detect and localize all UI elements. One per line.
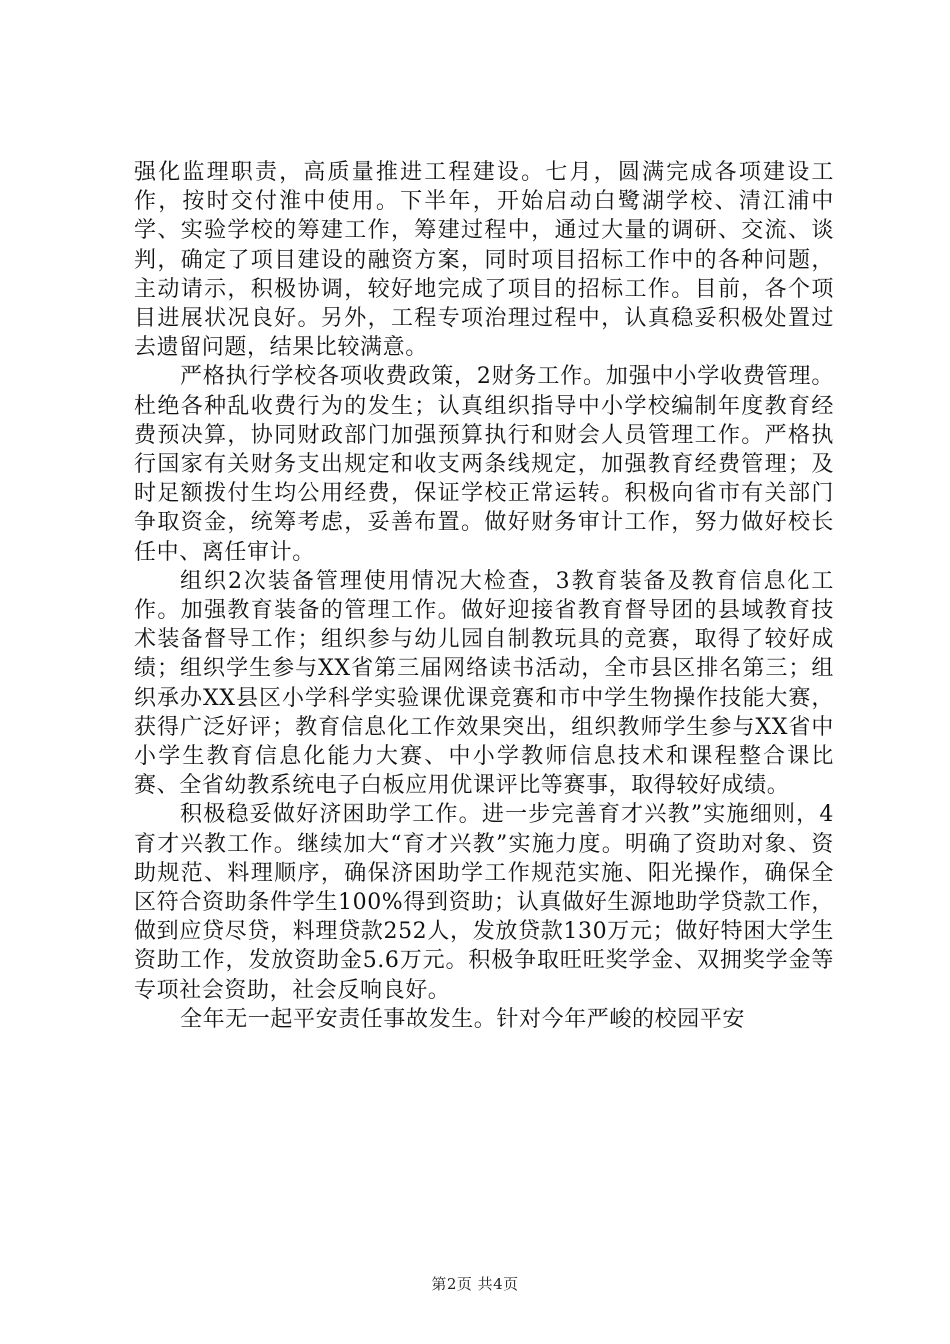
document-body <box>134 158 834 1034</box>
paragraph-4: 积极稳妥做好济困助学工作。进一步完善育才兴教”实施细则，4育才兴教工作。继续加大“育才兴教”实施力度。明确了资助对象、资助规范、料理顺序，确保济困助学工作规范实施、阳光操作，确保全区符合资助条件学生100%得到资助；认真做好生源地助学贷款工作，做到应贷尽贷，料理贷款252人，发放贷款130万元；做好特困大学生资助工作，发放资助金5.6万元。积极争取旺旺奖学金、双拥奖学金等专项社会资助，社会反响良好。 <box>134 802 834 1003</box>
paragraph-1: 强化监理职责，高质量推进工程建设。七月，圆满完成各项建设工作，按时交付淮中使用。下半年，开始启动白鹭湖学校、清江浦中学、实验学校的筹建工作，筹建过程中，通过大量的调研、交流、谈判，确定了项目建设的融资方案，同时项目招标工作中的各种问题，主动请示，积极协调，较好地完成了项目的招标工作。目前，各个项目进展状况良好。另外，工程专项治理过程中，认真稳妥积极处置过去遗留问题，结果比较满意。 <box>134 160 834 361</box>
page-number-footer: 第2页 共4页 <box>431 1275 519 1293</box>
paragraph-3: 组织2次装备管理使用情况大检查，3教育装备及教育信息化工作。加强教育装备的管理工作。做好迎接省教育督导团的县域教育技术装备督导工作；组织参与幼儿园自制教玩具的竞赛，取得了较好成绩；组织学生参与XX省第三届网络读书活动，全市县区排名第三；组织承办XX县区小学科学实验课优课竞赛和市中学生物操作技能大赛，获得广泛好评；教育信息化工作效果突出，组织教师学生参与XX省中小学生教育信息化能力大赛、中小学教师信息技术和课程整合课比赛、全省幼教系统电子白板应用优课评比等赛事，取得较好成绩。 <box>134 568 834 799</box>
paragraph-5: 全年无一起平安责任事故发生。针对今年严峻的校园平安 <box>180 1006 746 1032</box>
paragraph-2: 严格执行学校各项收费政策，2财务工作。加强中小学收费管理。杜绝各种乱收费行为的发生；认真组织指导中小学校编制年度教育经费预决算，协同财政部门加强预算执行和财会人员管理工作。严格执行国家有关财务支出规定和收支两条线规定，加强教育经费管理；及时足额拨付生均公用经费，保证学校正常运转。积极向省市有关部门争取资金，统筹考虑，妥善布置。做好财务审计工作，努力做好校长任中、离任审计。 <box>134 364 834 565</box>
